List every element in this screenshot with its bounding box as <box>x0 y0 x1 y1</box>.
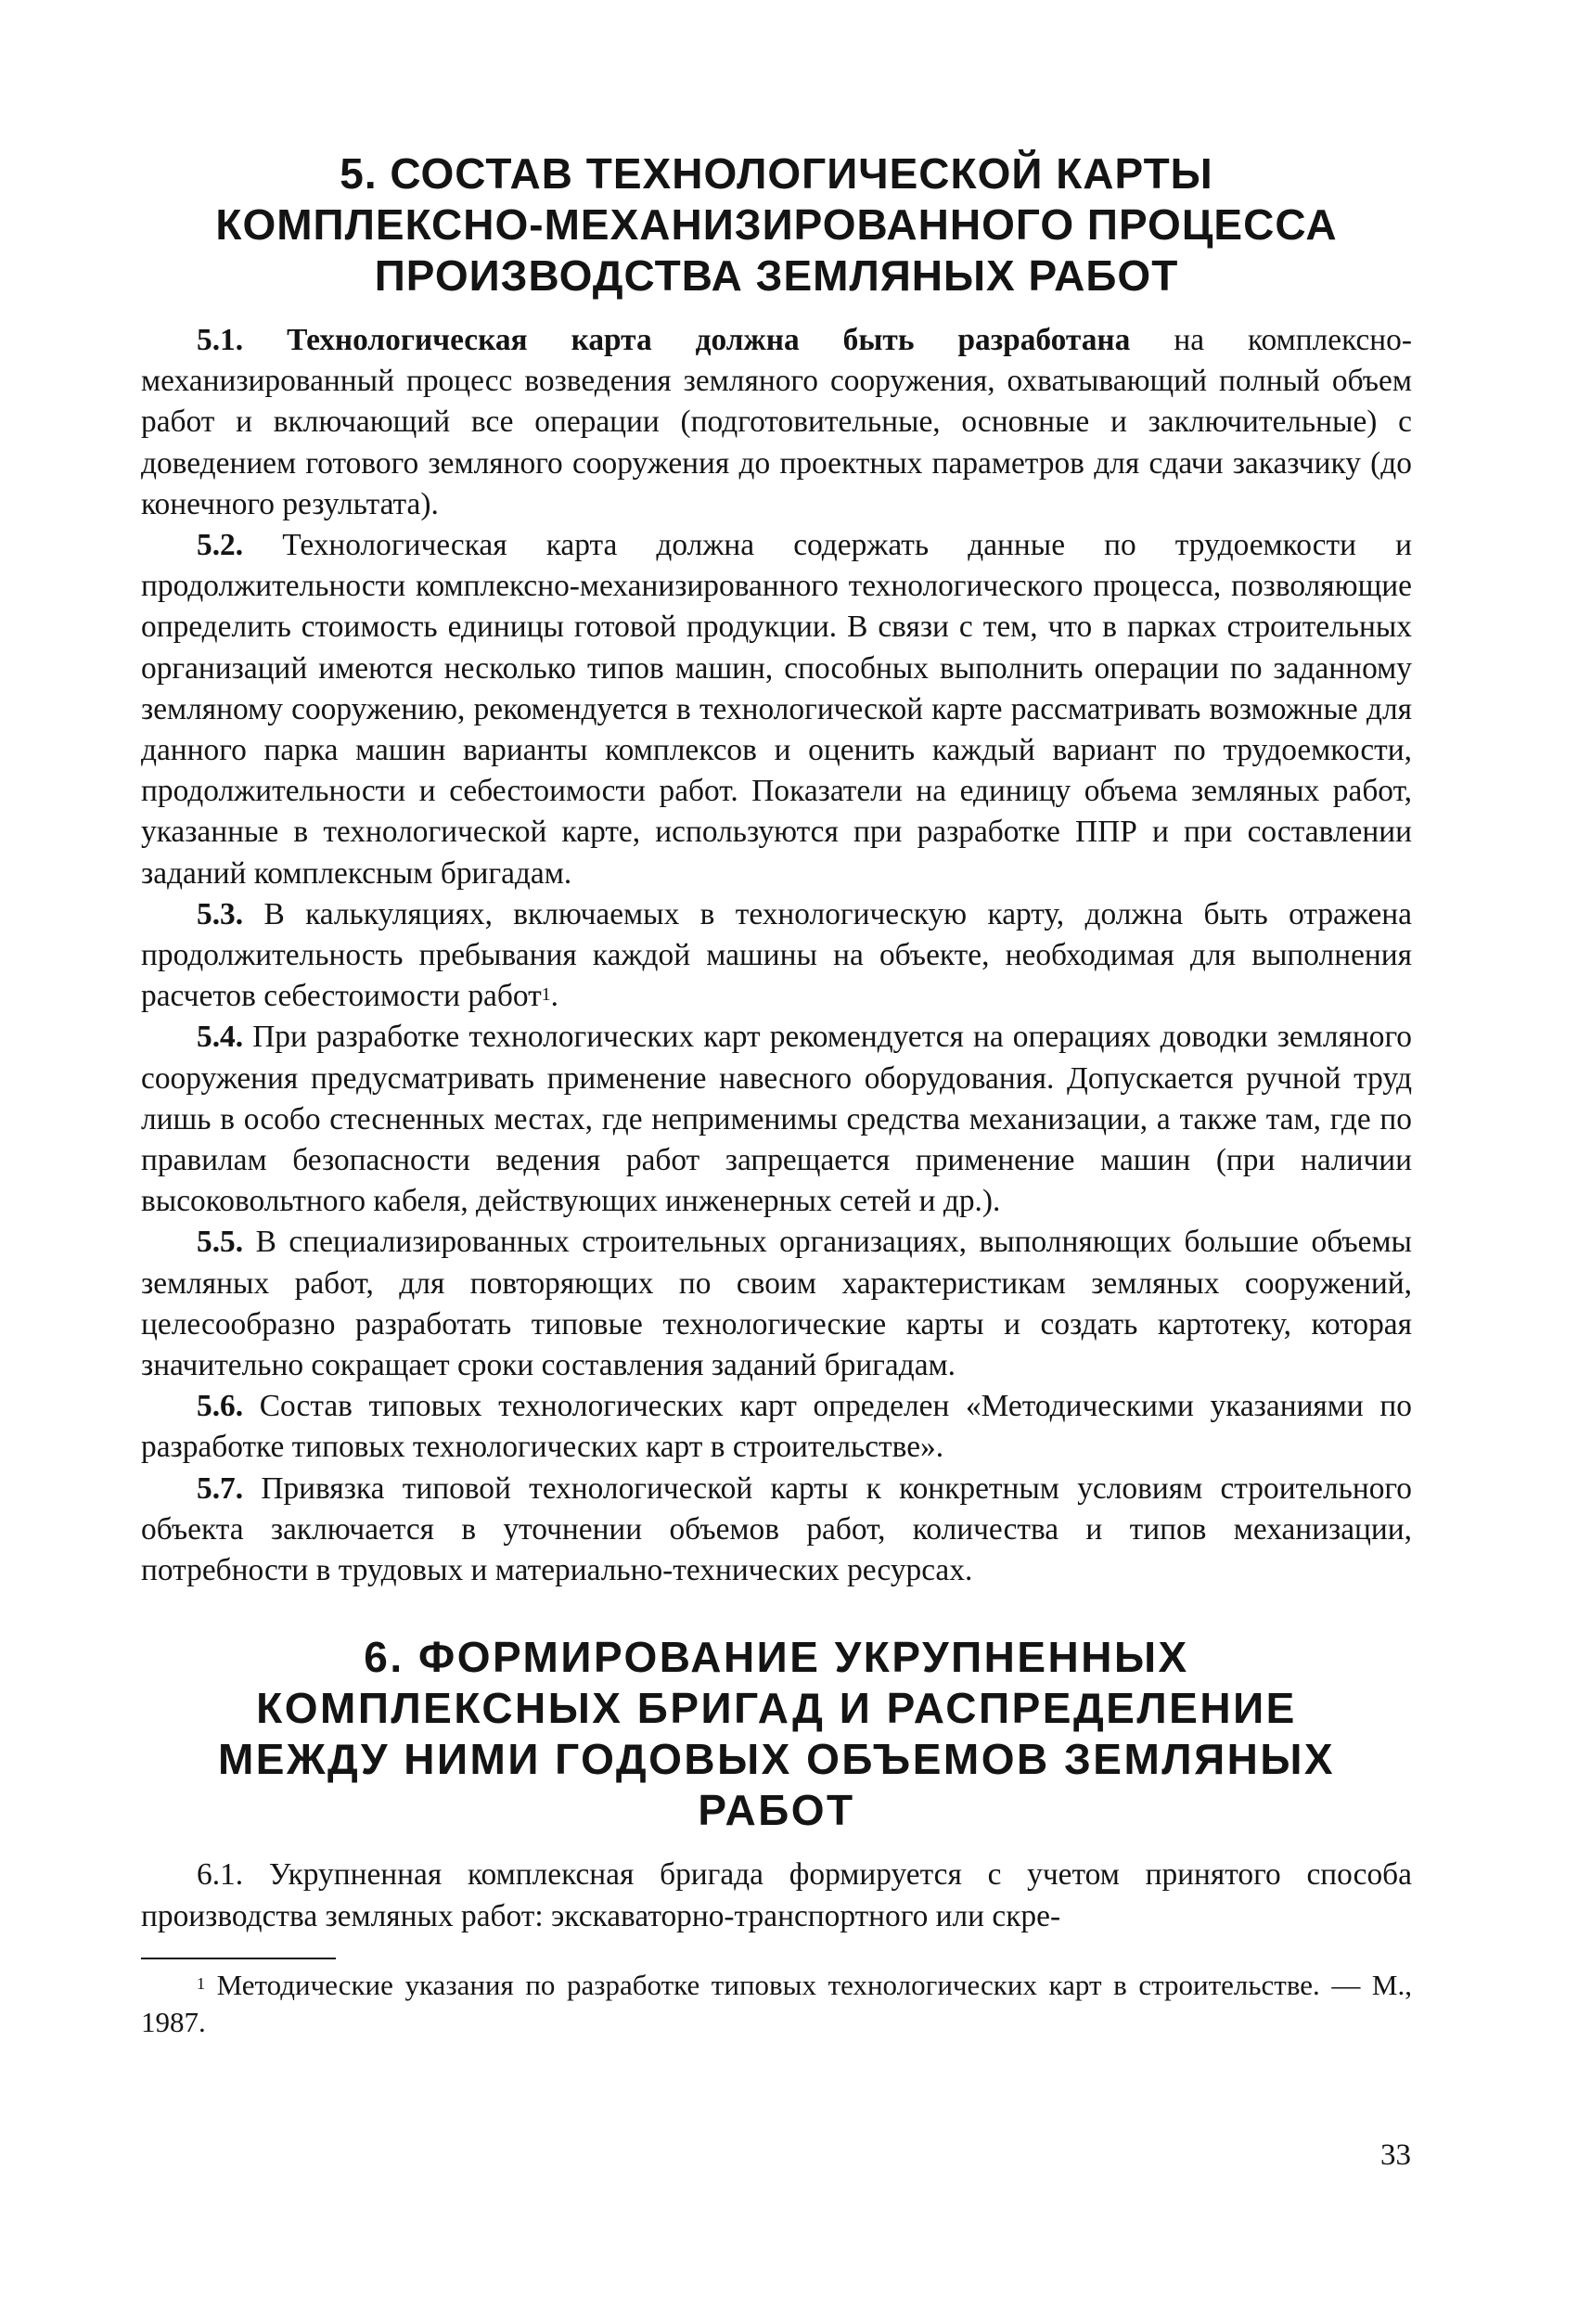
paragraph-text: Привязка типовой технологической карты к конкретным условиям строительного объекта заключается в уточнении объемов работ, количества и типов механизации, потребности в трудовых и материально-технических ресурсах. <box>141 1470 1412 1588</box>
section-6-title <box>141 1632 1412 1836</box>
paragraph-number: 5.1. <box>197 323 244 357</box>
paragraph-text: Укрупненная комплексная бригада формируется с учетом принятого способа производства земляных работ: экскаваторно-транспортного или скре- <box>141 1857 1412 1933</box>
paragraph-5-1 <box>141 320 1412 525</box>
section-6-title-line: КОМПЛЕКСНЫХ БРИГАД И РАСПРЕДЕЛЕНИЕ <box>256 1684 1297 1733</box>
footnote-reference: 1 <box>541 984 551 1006</box>
section-6-title-line: 6. ФОРМИРОВАНИЕ УКРУПНЕННЫХ <box>364 1633 1189 1682</box>
paragraph-text: В калькуляциях, включаемых в технологическую карту, должна быть отражена продолжительность пребывания каждой машины на объекте, необходимая для выполнения расчетов себестоимости работ <box>141 896 1412 1014</box>
section-6-title-line: МЕЖДУ НИМИ ГОДОВЫХ ОБЪЕМОВ ЗЕМЛЯНЫХ РАБОТ <box>217 1735 1336 1835</box>
paragraph-6-1 <box>141 1855 1412 1936</box>
paragraph-number: 5.3. <box>197 896 244 931</box>
paragraph-text: При разработке технологических карт рекомендуется на операциях доводки земляного сооружения предусматривать применение навесного оборудования. Допускается ручной труд лишь в особо стесненных местах, где неприменимы средства механизации, а также там, где по правилам безопасности ведения работ запрещается применение машин (при наличии высоковольтного кабеля, действующих инженерных сетей и др.). <box>141 1020 1412 1219</box>
paragraph-text: на комплексно-механизированный процесс возведения земляного сооружения, охватывающий полный объем работ и включающий все операции (подготовительные, основные и заключительные) с доведением готового земляного сооружения до проектных параметров для сдачи заказчику (до конечного результата). <box>141 323 1412 521</box>
paragraph-5-4 <box>141 1017 1412 1222</box>
paragraph-5-6 <box>141 1386 1412 1468</box>
footnote-marker: 1 <box>197 1973 205 1993</box>
paragraph-number: 5.2. <box>197 528 244 563</box>
paragraph-tail: . <box>550 979 559 1014</box>
paragraph-lead: Технологическая карта должна быть разработана <box>287 323 1131 357</box>
paragraph-text: Технологическая карта должна содержать данные по трудоемкости и продолжительности комплексно-механизированного технологического процесса, позволяющие определить стоимость единицы готовой продукции. В связи с тем, что в парках строительных организаций имеются несколько типов машин, способных выполнить операции по заданному земляному сооружению, рекомендуется в технологической карте рассматривать возможные для данного парка машин варианты комплексов и оценить каждый вариант по трудоемкости, продолжительности и себестоимости работ. Показатели на единицу объема земляных работ, указанные в технологической карте, используются при разработке ППР и при составлении заданий комплексным бригадам. <box>141 528 1412 891</box>
footnote-divider <box>141 1958 336 1959</box>
paragraph-number: 5.6. <box>197 1389 244 1424</box>
paragraph-5-2 <box>141 525 1412 894</box>
section-5-title-line: 5. СОСТАВ ТЕХНОЛОГИЧЕСКОЙ КАРТЫ <box>340 149 1213 198</box>
section-5-title-line: ПРОИЗВОДСТВА ЗЕМЛЯНЫХ РАБОТ <box>374 251 1179 300</box>
section-5-title-line: КОМПЛЕКСНО-МЕХАНИЗИРОВАННОГО ПРОЦЕССА <box>215 200 1338 249</box>
section-5-title <box>141 148 1412 302</box>
paragraph-number: 5.7. <box>197 1470 244 1506</box>
paragraph-number: 5.5. <box>197 1225 244 1260</box>
paragraph-5-3 <box>141 894 1412 1018</box>
paragraph-number: 6.1. <box>197 1857 244 1893</box>
paragraph-number: 5.4. <box>197 1020 244 1055</box>
footnote <box>141 1967 1412 2041</box>
paragraph-5-5 <box>141 1222 1412 1386</box>
paragraph-text: Состав типовых технологических карт определен «Методическими указаниями по разработке типовых технологических карт в строительстве». <box>141 1389 1412 1465</box>
footnote-text: Методические указания по разработке типовых технологических карт в строительстве. — М., 1987. <box>141 1968 1412 2038</box>
paragraph-text: В специализированных строительных организациях, выполняющих большие объемы земляных работ, для повторяющих по своим характеристикам земляных сооружений, целесообразно разработать типовые технологические карты и создать картотеку, которая значительно сокращает сроки составления заданий бригадам. <box>141 1225 1412 1383</box>
page-number: 33 <box>1380 2138 1411 2172</box>
document-page <box>141 148 1412 2041</box>
paragraph-5-7 <box>141 1469 1412 1592</box>
